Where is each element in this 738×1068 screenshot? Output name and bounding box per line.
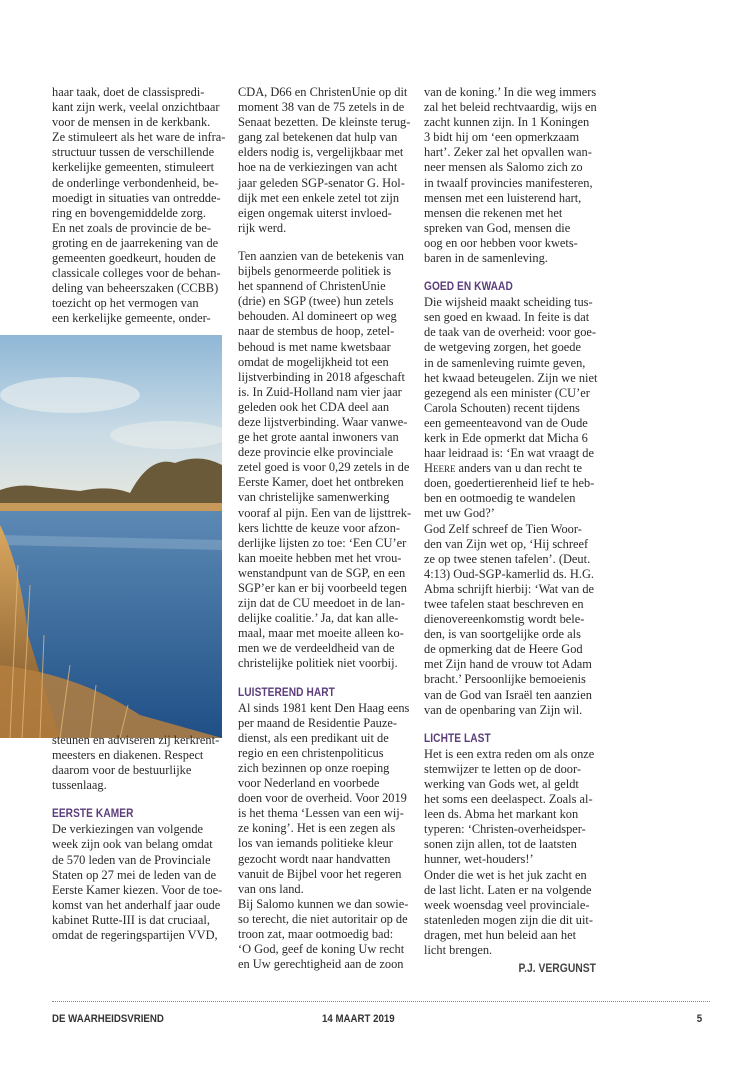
text-line: behoud is met name kwetsbaar bbox=[238, 339, 391, 354]
paragraph-gap bbox=[424, 718, 596, 731]
paragraph bbox=[238, 249, 410, 672]
text-line: statenleden mogen zijn die dit uit- bbox=[424, 912, 593, 927]
text-line: kerkelijke gemeenten, stimuleert bbox=[52, 160, 215, 175]
text-line: lijstverbinding in 2018 afgeschaft bbox=[238, 369, 405, 384]
text-line: christelijke politiek niet voorbij. bbox=[238, 656, 398, 671]
text-line: het spannend of ChristenUnie bbox=[238, 279, 386, 294]
text-line: ben en ootmoedig te wandelen bbox=[424, 491, 576, 506]
text-line: zal het beleid rechtvaardig, wijs en bbox=[424, 100, 597, 115]
text-line: 3 bidt hij om ‘een opmerkzaam bbox=[424, 130, 580, 145]
text-line: licht brengen. bbox=[424, 942, 493, 957]
text-line: is het thema ‘Lessen van een wij- bbox=[238, 806, 404, 821]
text-line: in twaalf provincies manifesteren, bbox=[424, 175, 593, 190]
text-line: week woensdag veel provinciale- bbox=[424, 897, 590, 912]
text-line: week zijn ook van belang omdat bbox=[52, 837, 213, 852]
text-line: omdat de mogelijkheid tot een bbox=[238, 354, 389, 369]
landscape-photo bbox=[0, 335, 222, 738]
text-line: moedigt in situaties van ontredde- bbox=[52, 190, 221, 205]
text-line: ge het grote aantal inwoners van bbox=[238, 430, 399, 445]
text-line: stemwijzer te letten op de door- bbox=[424, 761, 581, 776]
text-line: kant zijn werk, veelal onzichtbaar bbox=[52, 100, 220, 115]
text-line: wenstandpunt van de SGP, en een bbox=[238, 565, 406, 580]
text-line: sonen zijn allen, tot de laatsten bbox=[424, 837, 577, 852]
text-line: typeren: ‘Christen-overheidsper- bbox=[424, 822, 586, 837]
text-line: dienst, als een predikant uit de bbox=[238, 730, 389, 745]
text-line: God Zelf schreef de Tien Woor- bbox=[424, 521, 582, 536]
text-line: omdat de regeringspartijen VVD, bbox=[52, 928, 218, 943]
text-line: het kwaad beteugelen. Zijn we niet bbox=[424, 370, 598, 385]
text-line: haar leidraad is: ‘En wat vraagt de bbox=[424, 446, 594, 461]
paragraph bbox=[52, 822, 224, 943]
section-heading: GOED EN KWAAD bbox=[424, 281, 513, 294]
text-line: delijke coalitie.’ Ja, dat kan alle- bbox=[238, 611, 399, 626]
text-line: bracht.’ Persoonlijke bemoeienis bbox=[424, 672, 586, 687]
text-line: moment 38 van de 75 zetels in de bbox=[238, 100, 405, 115]
text-line: den, is van soortgelijke orde als bbox=[424, 627, 581, 642]
text-line: kerk in Ede opmerkt dat Micha 6 bbox=[424, 430, 588, 445]
paragraph bbox=[238, 701, 410, 973]
text-line: CDA, D66 en ChristenUnie op dit bbox=[238, 85, 408, 99]
text-line: gezegend als een minister (CU’er bbox=[424, 385, 590, 400]
text-line: (drie) en SGP (twee) hun zetels bbox=[238, 294, 394, 309]
text-line: het soms een deelaspect. Zoals al- bbox=[424, 792, 593, 807]
text-line: is. In Zuid-Holland nam vier jaar bbox=[238, 384, 402, 399]
text-line: De verkiezingen van volgende bbox=[52, 822, 204, 837]
text-line: kabinet Rutte-III is dat cruciaal, bbox=[52, 912, 210, 927]
section-heading: LICHTE LAST bbox=[424, 732, 491, 745]
author-signature: P.J. VERGUNST bbox=[518, 963, 596, 976]
text-line: twee tafelen staat beschreven en bbox=[424, 597, 584, 611]
text-line: baren in de samenleving. bbox=[424, 251, 548, 266]
text-line: Staten op 27 mei de leden van de bbox=[52, 867, 217, 882]
text-line: maal, maar met moeite alleen ko- bbox=[238, 626, 404, 641]
text-line: van christelijke samenwerking bbox=[238, 490, 390, 505]
text-line: daarom voor de bestuurlijke bbox=[52, 763, 192, 778]
text-line: so terecht, die niet autoritair op de bbox=[238, 911, 408, 926]
text-line: spreken van God, mensen die bbox=[424, 220, 571, 235]
text-line: Bij Salomo kunnen we dan sowie- bbox=[238, 896, 409, 911]
text-line: tussenlaag. bbox=[52, 778, 107, 793]
text-line: Al sinds 1981 kent Den Haag eens bbox=[238, 700, 410, 715]
text-line: hoe na de verkiezingen van acht bbox=[238, 160, 398, 175]
paragraph-gap bbox=[238, 672, 410, 685]
article-column-2 bbox=[238, 85, 410, 972]
issue-date: 14 MAART 2019 bbox=[322, 1013, 395, 1025]
text-line: de opmerking dat de Heere God bbox=[424, 642, 583, 657]
text-line: Senaat bezetten. De kleinste terug- bbox=[238, 115, 411, 130]
text-line: gemeenten goedkeurt, houden de bbox=[52, 251, 216, 266]
footer-divider bbox=[52, 1001, 710, 1002]
text-line: Onder die wet is het juk zacht en bbox=[424, 867, 587, 882]
text-line: deze provincie elke provinciale bbox=[238, 445, 394, 460]
text-line: doen voor de overheid. Voor 2019 bbox=[238, 791, 407, 806]
text-line: classicale colleges voor de behan- bbox=[52, 266, 221, 281]
text-line: voor de mensen in de kerkbank. bbox=[52, 115, 211, 130]
paragraph bbox=[238, 85, 410, 236]
small-caps-word: Heere bbox=[424, 461, 456, 476]
publication-name: DE WAARHEIDSVRIEND bbox=[52, 1013, 164, 1025]
paragraph-gap bbox=[52, 793, 224, 806]
text-line: gang zal betekenen dat hulp van bbox=[238, 130, 398, 145]
text-line: groting en de jaarrekening van de bbox=[52, 235, 219, 250]
text-line: vanuit de Bijbel voor het regeren bbox=[238, 866, 402, 881]
text-line: oog en oor hebben voor kwets- bbox=[424, 235, 578, 250]
text-line: de 570 leden van de Provinciale bbox=[52, 852, 211, 867]
text-line: geleden ook het CDA deel aan bbox=[238, 399, 390, 414]
text-line: troon zat, maar ootmoedig bad: bbox=[238, 926, 394, 941]
text-line: Ten aanzien van de betekenis van bbox=[238, 248, 404, 263]
text-line: men we de verdeeldheid van de bbox=[238, 641, 395, 656]
text-line: structuur tussen de verschillende bbox=[52, 145, 215, 160]
text-line: dienovereenkomstig wordt bele- bbox=[424, 612, 585, 627]
section-heading: LUISTEREND HART bbox=[238, 686, 335, 699]
text-line: komst van het anderhalf jaar oude bbox=[52, 897, 221, 912]
text-line: En net zoals de provincie de be- bbox=[52, 220, 211, 235]
text-line: werking van Gods wet, al geldt bbox=[424, 776, 579, 791]
article-column-3 bbox=[424, 85, 596, 977]
text-line: zich bezinnen op onze roeping bbox=[238, 760, 390, 775]
text-line: derlijke lijsten zo toe: ‘Een CU’er bbox=[238, 535, 407, 550]
text-line: Het is een extra reden om als onze bbox=[424, 746, 595, 761]
text-line: ze koning’. Het is een zegen als bbox=[238, 821, 396, 836]
text-line: gezocht wordt naar handvatten bbox=[238, 851, 391, 866]
text-line: den van Zijn wet op, ‘Hij schreef bbox=[424, 536, 589, 551]
text-line: Eerste Kamer, doet het ontbreken bbox=[238, 475, 404, 490]
paragraph bbox=[424, 85, 596, 266]
text-line: jaar geleden SGP-senator G. Hol- bbox=[238, 175, 405, 190]
text-line: mensen met een luisterend hart, bbox=[424, 190, 582, 205]
text-line: kers lichtte de keuze voor afzon- bbox=[238, 520, 401, 535]
text-line: de wetgeving zorgen, het goede bbox=[424, 340, 582, 355]
text-line: neer mensen als Salomo zich zo bbox=[424, 160, 583, 175]
text-line: elders nodig is, vergelijkbaar met bbox=[238, 145, 404, 160]
text-line: een kerkelijke gemeente, onder- bbox=[52, 311, 211, 326]
text-line: naar de stembus de hoop, zetel- bbox=[238, 324, 395, 339]
text-line: deling van beheerszaken (CCBB) bbox=[52, 281, 219, 296]
text-line: 4:13) Oud-SGP-kamerlid ds. H.G. bbox=[424, 566, 595, 581]
text-line: SGP’er kan er bij voorbeeld tegen bbox=[238, 581, 407, 595]
text-line: de last licht. Laten er na volgende bbox=[424, 882, 592, 897]
text-line: in de samenleving ruimte geven, bbox=[424, 355, 586, 370]
paragraph-gap bbox=[238, 236, 410, 249]
text-line: Die wijsheid maakt scheiding tus- bbox=[424, 295, 593, 310]
text-line: van de God van Israël ten aanzien bbox=[424, 687, 592, 702]
text-line: dijk met een enkele zetel tot zijn bbox=[238, 190, 400, 205]
text-line: zijn dat de CU meedoet in de lan- bbox=[238, 596, 405, 611]
text-line: rijk werd. bbox=[238, 220, 287, 235]
text-line: leen ds. Abma het markant kon bbox=[424, 807, 579, 822]
text-line: ring en bovengemiddelde zorg. bbox=[52, 205, 206, 220]
paragraph bbox=[52, 733, 224, 793]
page-number: 5 bbox=[696, 1013, 702, 1025]
text-line: mensen die rekenen met het bbox=[424, 205, 563, 220]
paragraph bbox=[424, 747, 596, 958]
text-line: voor Nederland en voorbede bbox=[238, 776, 380, 791]
text-line: eigen ongemak uiterst invloed- bbox=[238, 205, 392, 220]
text-line: Eerste Kamer kiezen. Voor de toe- bbox=[52, 882, 223, 897]
text-line: bijbels genormeerde politiek is bbox=[238, 264, 392, 279]
text-line: zacht kunnen zijn. In 1 Koningen bbox=[424, 115, 590, 130]
text-line: met Zijn hand de vrouw tot Adam bbox=[424, 657, 592, 672]
text-line: los van iemands politieke kleur bbox=[238, 836, 393, 851]
paragraph bbox=[52, 85, 224, 327]
text-line: toezicht op het vermogen van bbox=[52, 296, 199, 311]
text-line: behouden. Al domineert op weg bbox=[238, 309, 397, 324]
text-line: sen goed en kwaad. In feite is dat bbox=[424, 310, 590, 325]
text-line: ‘O God, geef de koning Uw recht bbox=[238, 942, 405, 957]
paragraph bbox=[424, 295, 596, 718]
text-line: dragen, met hun beleid aan het bbox=[424, 927, 577, 942]
text-line: van de koning.’ In die weg immers bbox=[424, 85, 597, 99]
text-line: per maand de Residentie Pauze- bbox=[238, 715, 397, 730]
paragraph-gap bbox=[424, 266, 596, 279]
text-line: een gemeenteavond van de Oude bbox=[424, 415, 588, 430]
text-line: van de openbaring van Zijn wil. bbox=[424, 702, 583, 717]
text-line: haar taak, doet de classispredi- bbox=[52, 85, 205, 99]
text-line: hart’. Zeker zal het opvallen wan- bbox=[424, 145, 592, 160]
text-line: Ze stimuleert als het ware de infra- bbox=[52, 130, 226, 145]
section-heading: EERSTE KAMER bbox=[52, 808, 134, 821]
text-line: hunner, wet-houders!’ bbox=[424, 852, 534, 867]
text-line: Abma schrijft hierbij: ‘Wat van de bbox=[424, 581, 595, 596]
text-line: Carola Schouten) recent tijdens bbox=[424, 400, 580, 415]
text-line: regio en een christenpoliticus bbox=[238, 745, 384, 760]
text-line: deze lijstverbinding. Waar vanwe- bbox=[238, 414, 408, 429]
text-line: Heere anders van u dan recht te bbox=[424, 461, 583, 476]
text-line: vooraf al pijn. Een van de lijsttrek- bbox=[238, 505, 412, 520]
article-column-1-bottom bbox=[52, 733, 224, 943]
article-column-1-top bbox=[52, 85, 224, 327]
text-line: steunen en adviseren zij kerkrent- bbox=[52, 733, 220, 747]
text-line: van ons land. bbox=[238, 881, 304, 896]
text-line: en Uw gerechtigheid aan de zoon bbox=[238, 957, 404, 972]
text-line: doen, goedertierenheid lief te heb- bbox=[424, 476, 595, 491]
text-line: de onderlinge verbondenheid, be- bbox=[52, 175, 219, 190]
text-line: kan moeite hebben met het vrou- bbox=[238, 550, 402, 565]
text-line: met uw God?’ bbox=[424, 506, 495, 521]
text-line: meesters en diakenen. Respect bbox=[52, 748, 204, 763]
text-line: zetel goed is voor 0,29 zetels in de bbox=[238, 460, 410, 475]
text-line: de taak van de overheid: voor goe- bbox=[424, 325, 597, 340]
text-line: ze op twee stenen tafelen’. (Deut. bbox=[424, 551, 591, 566]
